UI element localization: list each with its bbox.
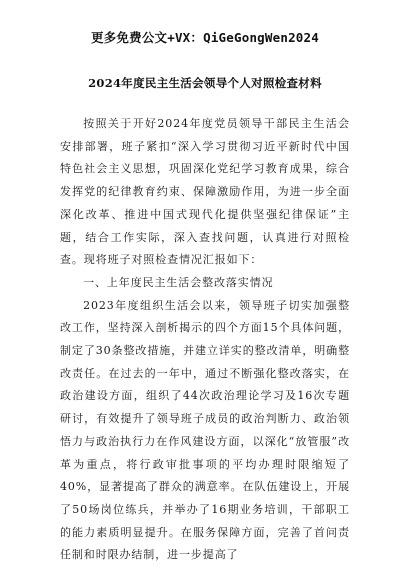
promo-header: 更多免费公文+VX：QiGeGongWen2024 <box>91 30 319 45</box>
document-body <box>60 113 350 567</box>
section-paragraph: 2023年度组织生活会以来，领导班子切实加强整改工作，坚持深入剖析揭示的四个方面15个具体问题，制定了30条整改措施，并建立详实的整改清单，明确整改责任。在过去的一年中，通过不断强化整改落实，在政治建设方面，组织了44次政治理论学习及16次专题研讨，有效提升了领导班子成员的政治判断力、政治领悟力与政治执行力在作风建设方面，以深化“放管服”改革为重点，将行政审批事项的平均办理时限缩短了40%，显著提高了群众的满意率。在队伍建设上，开展了50场岗位练兵，并举办了16期业务培训，干部职工的能力素质明显提升。在服务保障方面，完善了首问责任制和时限办结制，进一步提高了 <box>60 298 350 562</box>
intro-paragraph: 按照关于开好2024年度党员领导干部民主生活会安排部署，班子紧扣“深入学习贯彻习近平新时代中国特色社会主义思想，巩固深化党纪学习教育成果，综合发挥党的纪律教育约束、保障激励作用，为进一步全面深化改革、推进中国式现代化提供坚强纪律保证”主题，结合工作实际，深入查找问题，认真进行对照检查。现将班子对照检查情况汇报如下： <box>60 117 350 267</box>
document-title: 2024年度民主生活会领导个人对照检查材料 <box>88 76 322 90</box>
section-heading: 一、上年度民主生活会整改落实情况 <box>83 275 274 289</box>
